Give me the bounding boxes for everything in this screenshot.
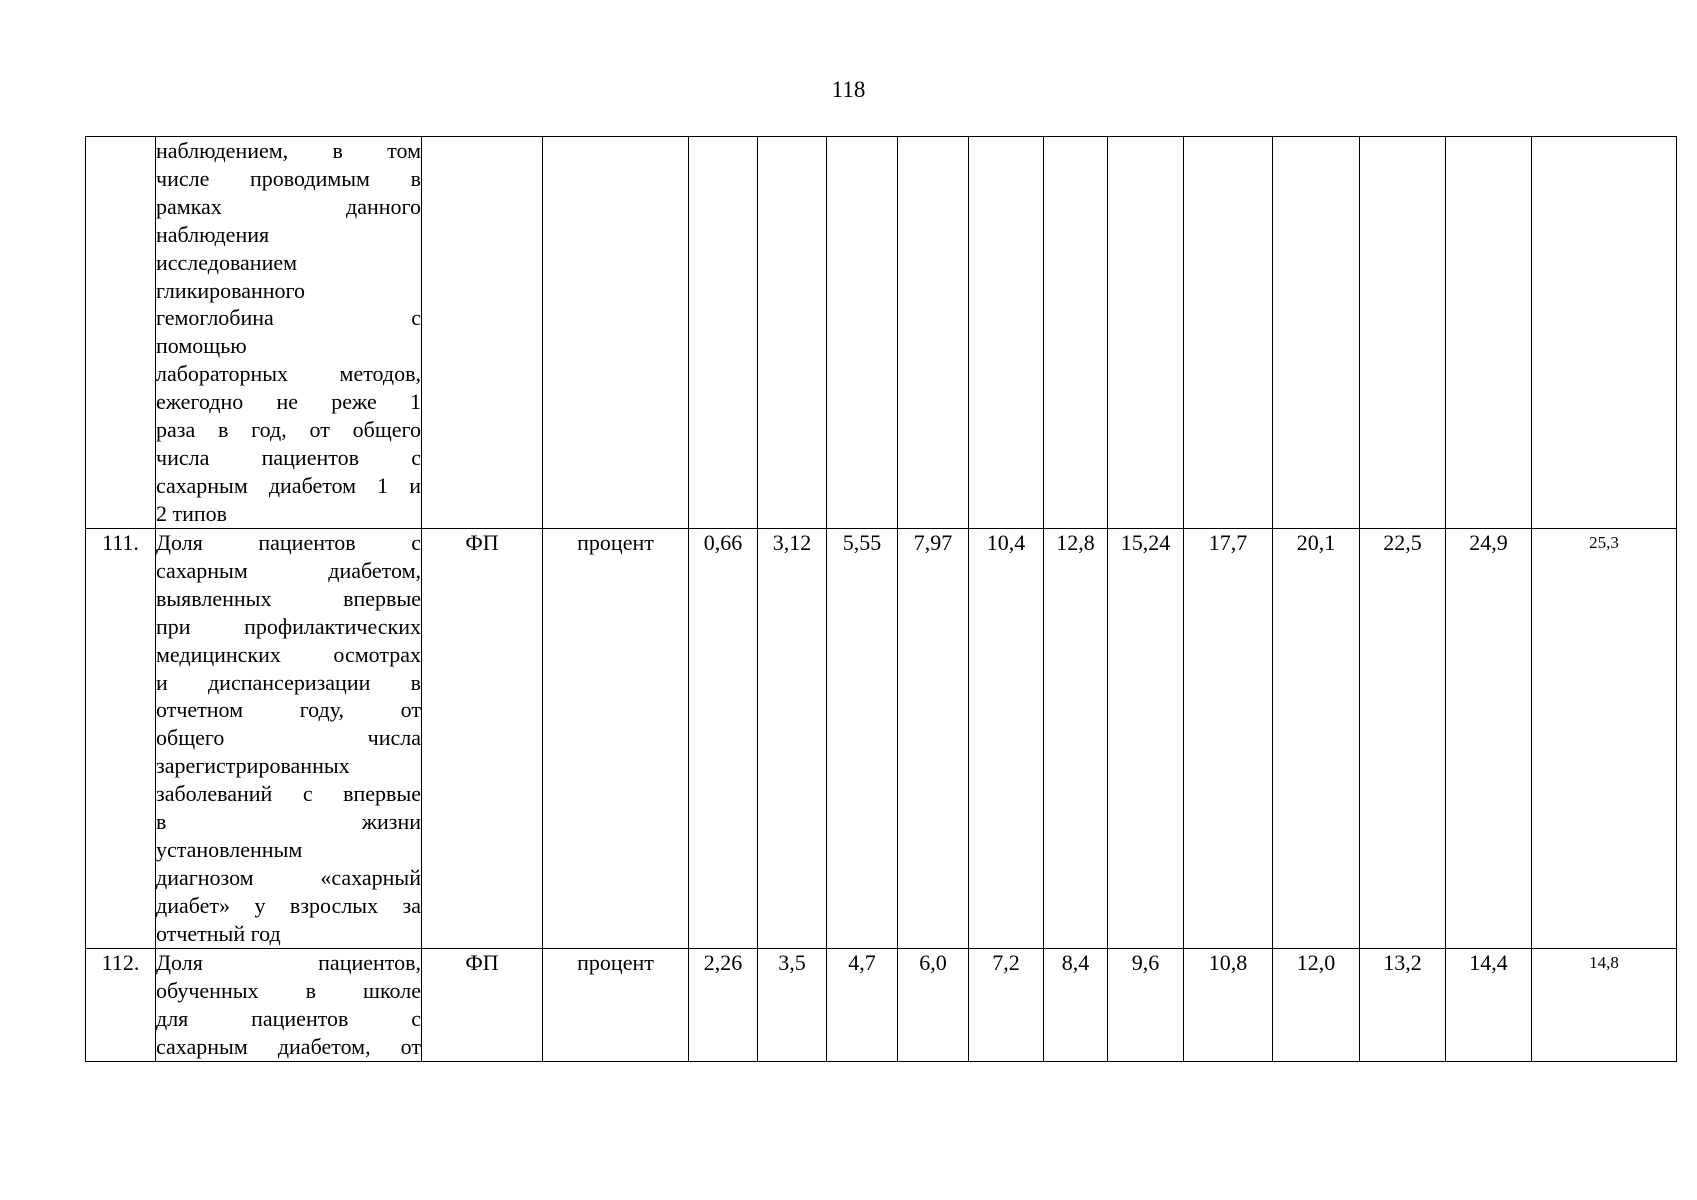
description-line: обученных в школе (156, 977, 421, 1003)
table-row (86, 529, 1677, 949)
value-cell (1108, 137, 1184, 529)
description-line: медицинских осмотрах (156, 641, 421, 667)
source-cell: ФП (422, 949, 543, 1062)
description-line: для пациентов с (156, 1005, 421, 1031)
value-cell: 14,8 (1532, 949, 1677, 1062)
description-line: 2 типов (156, 500, 228, 526)
indicator-description (156, 137, 422, 529)
description-line: заболеваний с впервые (156, 781, 421, 807)
value-cell: 8,4 (1044, 949, 1108, 1062)
value-cell (898, 137, 969, 529)
unit-cell: процент (543, 949, 689, 1062)
description-line: общего числа (156, 725, 421, 751)
table-row (86, 949, 1677, 1062)
indicator-description (156, 949, 422, 1062)
description-line: сахарным диабетом 1 и (156, 472, 421, 498)
description-line: ежегодно не реже 1 (156, 389, 421, 415)
value-cell: 12,0 (1273, 949, 1360, 1062)
description-line: зарегистрированных (156, 753, 350, 779)
value-cell: 15,24 (1108, 529, 1184, 949)
description-line: диагнозом «сахарный (156, 864, 421, 890)
description-line: отчетный год (156, 920, 281, 946)
value-cell (1360, 137, 1446, 529)
unit-cell: процент (543, 529, 689, 949)
value-cell (689, 137, 758, 529)
value-cell: 0,66 (689, 529, 758, 949)
description-line: лабораторных методов, (156, 361, 421, 387)
indicator-description (156, 529, 422, 949)
value-cell: 4,7 (827, 949, 898, 1062)
page-number: 118 (831, 77, 866, 102)
row-number: 112. (86, 949, 156, 1062)
row-number: 111. (86, 529, 156, 949)
description-line: гемоглобина с (156, 305, 421, 331)
description-line: сахарным диабетом, от (156, 1033, 421, 1059)
unit-cell (543, 137, 689, 529)
value-cell: 7,2 (969, 949, 1044, 1062)
value-cell: 17,7 (1184, 529, 1273, 949)
description-line: наблюдения (156, 221, 270, 247)
description-line: диабет» у взрослых за (156, 892, 421, 918)
description-line: рамках данного (156, 193, 421, 219)
value-cell: 2,26 (689, 949, 758, 1062)
value-cell: 24,9 (1446, 529, 1532, 949)
value-cell (827, 137, 898, 529)
description-line: числа пациентов с (156, 444, 421, 470)
value-cell: 10,4 (969, 529, 1044, 949)
description-line: раза в год, от общего (156, 417, 421, 443)
source-cell (422, 137, 543, 529)
value-cell: 10,8 (1184, 949, 1273, 1062)
indicators-table (85, 136, 1677, 1062)
value-cell: 5,55 (827, 529, 898, 949)
value-cell (1446, 137, 1532, 529)
value-cell: 14,4 (1446, 949, 1532, 1062)
description-line: установленным (156, 836, 303, 862)
description-line: исследованием (156, 249, 298, 275)
value-cell (1532, 137, 1677, 529)
description-line: выявленных впервые (156, 585, 421, 611)
description-line: помощью (156, 333, 247, 359)
value-cell (758, 137, 827, 529)
value-cell (969, 137, 1044, 529)
description-line: гликированного (156, 277, 306, 303)
description-line: в жизни (156, 809, 421, 835)
value-cell (1273, 137, 1360, 529)
value-cell: 13,2 (1360, 949, 1446, 1062)
description-line: наблюдением, в том (156, 138, 421, 163)
value-cell (1184, 137, 1273, 529)
value-cell: 25,3 (1532, 529, 1677, 949)
description-line: и диспансеризации в (156, 669, 421, 695)
value-cell: 3,5 (758, 949, 827, 1062)
value-cell: 6,0 (898, 949, 969, 1062)
value-cell (1044, 137, 1108, 529)
description-line: сахарным диабетом, (156, 557, 421, 583)
description-line: Доля пациентов, (156, 950, 421, 975)
value-cell: 22,5 (1360, 529, 1446, 949)
source-cell: ФП (422, 529, 543, 949)
description-line: отчетном году, от (156, 697, 421, 723)
value-cell: 20,1 (1273, 529, 1360, 949)
row-number (86, 137, 156, 529)
value-cell: 3,12 (758, 529, 827, 949)
description-line: числе проводимым в (156, 165, 421, 191)
description-line: Доля пациентов с (156, 530, 421, 555)
value-cell: 7,97 (898, 529, 969, 949)
value-cell: 12,8 (1044, 529, 1108, 949)
value-cell: 9,6 (1108, 949, 1184, 1062)
description-line: при профилактических (156, 613, 421, 639)
table-row (86, 137, 1677, 529)
